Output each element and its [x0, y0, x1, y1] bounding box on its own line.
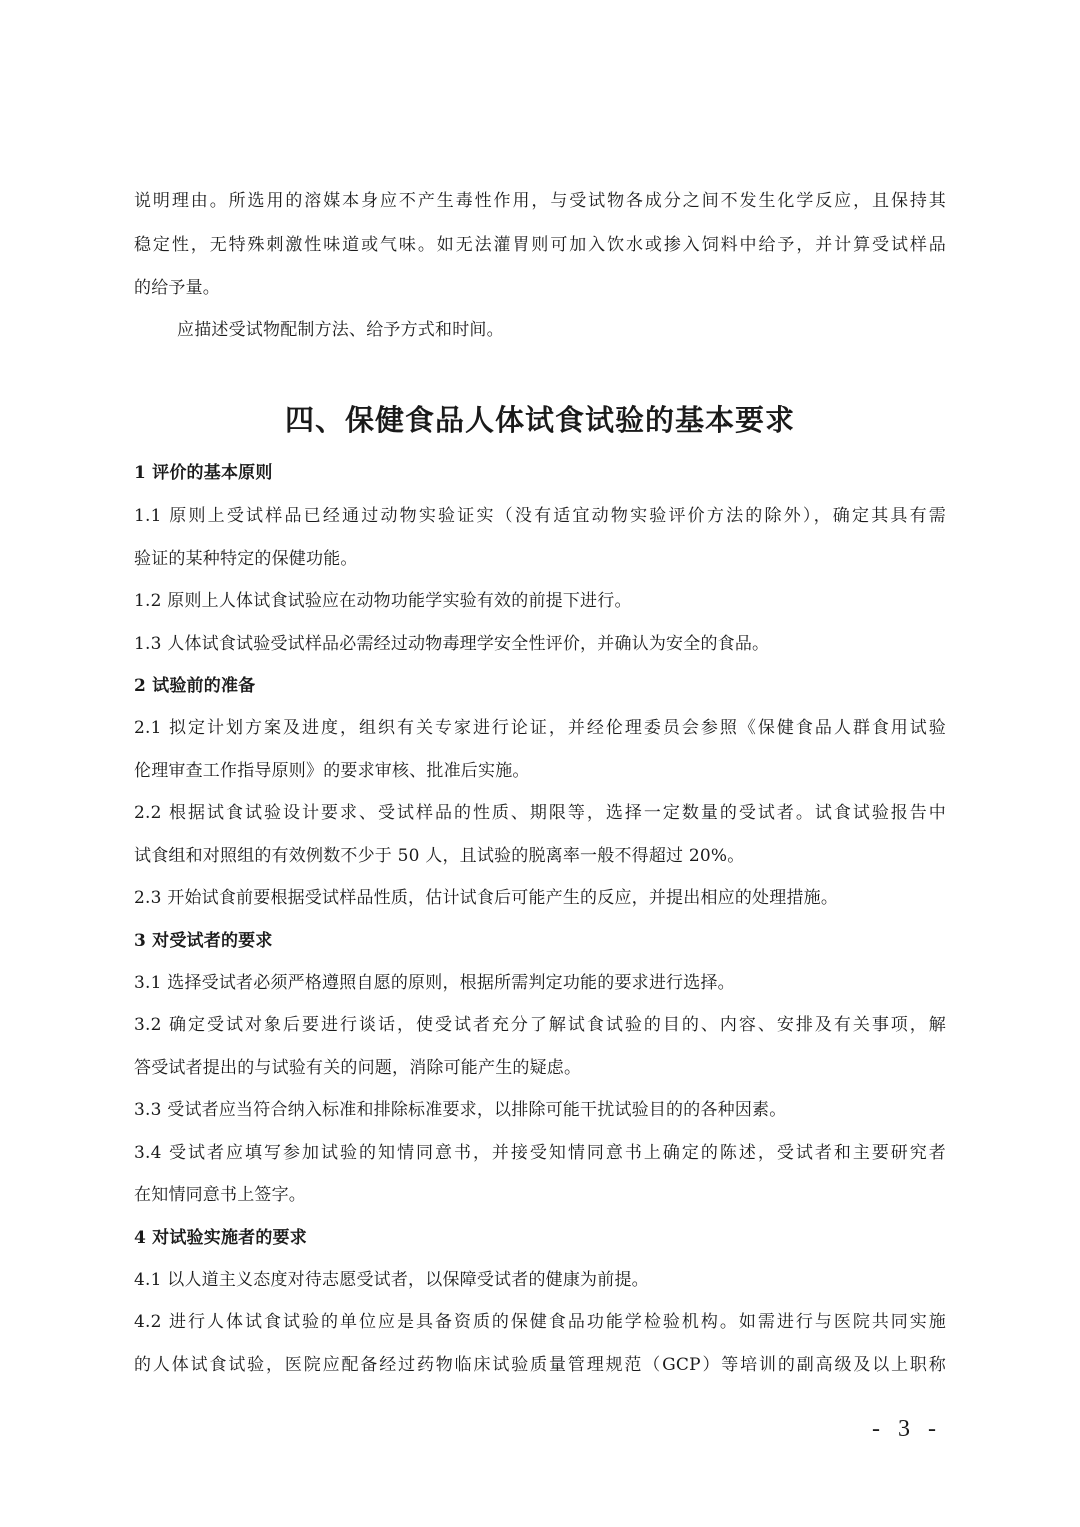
section-heading-2: 2 试验前的准备: [134, 676, 256, 696]
item-2-1-line-1: 2.1 拟定计划方案及进度，组织有关专家进行论证，并经伦理委员会参照《保健食品人群食用试验: [134, 718, 946, 738]
item-2-2-line-1: 2.2 根据试食试验设计要求、受试样品的性质、期限等，选择一定数量的受试者。试食试验报告中: [134, 803, 946, 823]
item-4-1: 4.1 以人道主义态度对待志愿受试者，以保障受试者的健康为前提。: [134, 1270, 649, 1290]
item-4-2-line-2: 的人体试食试验，医院应配备经过药物临床试验质量管理规范（GCP）等培训的副高级及以上职称: [134, 1355, 946, 1375]
item-2-3: 2.3 开始试食前要根据受试样品性质，估计试食后可能产生的反应，并提出相应的处理措施。: [134, 888, 839, 908]
item-3-4-line-1: 3.4 受试者应填写参加试验的知情同意书，并接受知情同意书上确定的陈述，受试者和主要研究者: [134, 1143, 946, 1163]
section-heading-3: 3 对受试者的要求: [134, 931, 273, 951]
item-3-3: 3.3 受试者应当符合纳入标准和排除标准要求，以排除可能干扰试验目的的各种因素。: [134, 1100, 787, 1120]
item-2-1-line-2: 伦理审查工作指导原则》的要求审核、批准后实施。: [134, 761, 530, 781]
chapter-title: 四、保健食品人体试食试验的基本要求: [284, 403, 795, 437]
page-number: - 3 -: [872, 1416, 942, 1442]
item-1-1-line-1: 1.1 原则上受试样品已经通过动物实验证实（没有适宜动物实验评价方法的除外），确定其具有需: [134, 506, 946, 526]
item-3-2-line-1: 3.2 确定受试对象后要进行谈话，使受试者充分了解试食试验的目的、内容、安排及有关事项，解: [134, 1015, 946, 1035]
section-heading-1: 1 评价的基本原则: [134, 463, 273, 483]
intro-line-2: 稳定性，无特殊刺激性味道或气味。如无法灌胃则可加入饮水或掺入饲料中给予，并计算受试样品: [134, 235, 946, 255]
intro-line-3: 的给予量。: [134, 278, 220, 298]
section-heading-4: 4 对试验实施者的要求: [134, 1228, 307, 1248]
item-1-3: 1.3 人体试食试验受试样品必需经过动物毒理学安全性评价，并确认为安全的食品。: [134, 634, 770, 654]
intro-indented-line: 应描述受试物配制方法、给予方式和时间。: [177, 320, 504, 340]
item-4-2-line-1: 4.2 进行人体试食试验的单位应是具备资质的保健食品功能学检验机构。如需进行与医院共同实施: [134, 1312, 946, 1332]
item-3-4-line-2: 在知情同意书上签字。: [134, 1185, 306, 1205]
item-2-2-line-2: 试食组和对照组的有效例数不少于 50 人，且试验的脱离率一般不得超过 20%。: [134, 846, 745, 866]
item-3-1: 3.1 选择受试者必须严格遵照自愿的原则，根据所需判定功能的要求进行选择。: [134, 973, 735, 993]
item-1-1-line-2: 验证的某种特定的保健功能。: [134, 549, 358, 569]
intro-line-1: 说明理由。所选用的溶媒本身应不产生毒性作用，与受试物各成分之间不发生化学反应，且保持其: [134, 191, 946, 211]
item-1-2: 1.2 原则上人体试食试验应在动物功能学实验有效的前提下进行。: [134, 591, 632, 611]
item-3-2-line-2: 答受试者提出的与试验有关的问题，消除可能产生的疑虑。: [134, 1058, 582, 1078]
